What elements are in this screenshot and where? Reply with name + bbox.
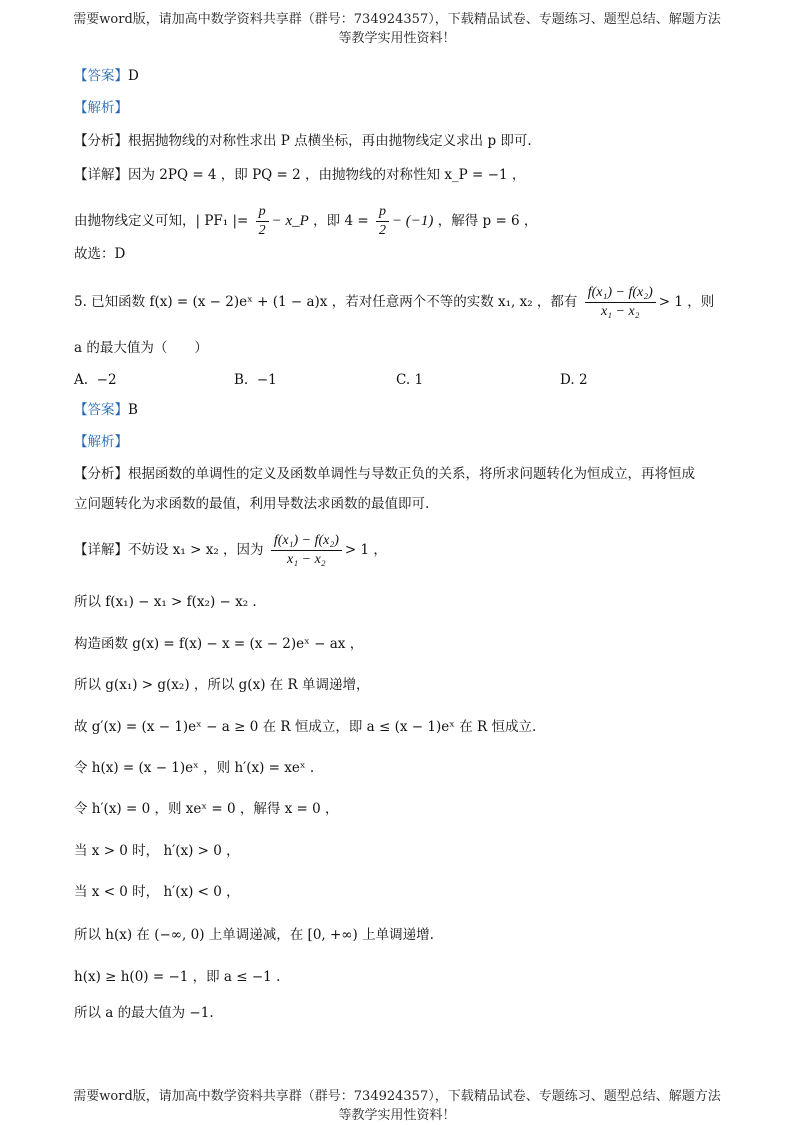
page-header bbox=[0, 10, 794, 48]
q4-definition-line bbox=[74, 201, 537, 241]
option-d: D. 2 bbox=[560, 372, 588, 388]
q5-analysis-line bbox=[74, 432, 128, 452]
footer-line-1: 需要word版，请加高中数学资料共享群（群号：734924357），下载精品试卷、专题练习、题型总结、解题方法 bbox=[73, 1089, 721, 1104]
q5-stem-post: > 1 ，则 bbox=[658, 294, 715, 310]
q4-answer-line bbox=[74, 66, 139, 86]
q5-fenxi-line-2: 立问题转化为求函数的最值，利用导数法求函数的最值即可. bbox=[74, 496, 430, 512]
q4-analysis-line bbox=[74, 98, 128, 118]
definition-tail-1: − x_P bbox=[271, 213, 309, 229]
q5-answer-line bbox=[74, 400, 138, 420]
answer-value: D bbox=[128, 68, 139, 84]
step-1: 所以 f(x₁) − x₁ > f(x₂) − x₂ . bbox=[74, 594, 257, 610]
q5-stem-pre: 5. 已知函数 f(x) = (x − 2)eˣ + (1 − a)x ，若对任意两个不等的实数 x₁, x₂ ，都有 bbox=[74, 294, 578, 310]
fenxi-text: 根据抛物线的对称性求出 P 点横坐标，再由抛物线定义求出 p 即可. bbox=[128, 133, 532, 149]
step-4: 故 g′(x) = (x − 1)eˣ − a ≥ 0 在 R 恒成立，即 a ≤ (x − 1)eˣ 在 R 恒成立. bbox=[74, 719, 537, 735]
detail-post: > 1 ， bbox=[344, 542, 387, 558]
detail-text: 因为 2PQ = 4 ，即 PQ = 2 ，由抛物线的对称性知 x_P = −1 ， bbox=[128, 167, 526, 183]
footer-line-2: 等教学实用性资料！ bbox=[338, 1108, 456, 1123]
q5-stem-line-2: a 的最大值为（ ） bbox=[74, 340, 208, 356]
q4-fenxi-line bbox=[74, 131, 532, 151]
definition-post: ，解得 p = 6 ， bbox=[437, 213, 538, 229]
step-10: h(x) ≥ h(0) = −1 ，即 a ≤ −1 . bbox=[74, 969, 281, 985]
q5-stem-fraction: $\frac{\text{f(x₁) − f(x₂)}}{\text{x₁ − x₂}}$ bbox=[585, 284, 656, 321]
definition-pre: 由抛物线定义可知，| PF₁ |= bbox=[74, 213, 249, 229]
header-line-2: 等教学实用性资料！ bbox=[338, 31, 456, 46]
option-a: A. −2 bbox=[74, 372, 117, 388]
fenxi-tag: 【分析】 bbox=[74, 466, 128, 482]
step-8: 当 x < 0 时， h′(x) < 0 ， bbox=[74, 884, 240, 900]
q4-choice-line: 故选：D bbox=[74, 246, 126, 262]
step-5: 令 h(x) = (x − 1)eˣ ，则 h′(x) = xeˣ . bbox=[74, 760, 315, 776]
analysis-tag: 【解析】 bbox=[74, 434, 128, 450]
answer-tag: 【答案】 bbox=[74, 402, 128, 418]
detail-pre: 不妨设 x₁ > x₂ ，因为 bbox=[128, 542, 264, 558]
step-6: 令 h′(x) = 0 ，则 xeˣ = 0 ，解得 x = 0 ， bbox=[74, 801, 339, 817]
step-2: 构造函数 g(x) = f(x) − x = (x − 2)eˣ − ax ， bbox=[74, 636, 364, 652]
step-11: 所以 a 的最大值为 −1. bbox=[74, 1005, 214, 1021]
fenxi-tag: 【分析】 bbox=[74, 133, 128, 149]
definition-tail-2: − (−1) bbox=[391, 213, 434, 229]
detail-tag: 【详解】 bbox=[74, 167, 128, 183]
answer-value: B bbox=[128, 402, 138, 418]
step-9: 所以 h(x) 在 (−∞, 0) 上单调递减，在 [0, +∞) 上单调递增. bbox=[74, 927, 434, 943]
q5-detail-line bbox=[74, 528, 387, 572]
detail-tag: 【详解】 bbox=[74, 542, 128, 558]
fenxi-text: 根据函数的单调性的定义及函数单调性与导数正负的关系，将所求问题转化为恒成立，再将恒成 bbox=[128, 466, 695, 482]
option-b: B. −1 bbox=[234, 372, 277, 388]
q5-stem-line bbox=[74, 280, 714, 324]
page-footer bbox=[0, 1087, 794, 1125]
fraction-p-over-2: $\frac{p}{2}$ bbox=[256, 203, 269, 240]
answer-tag: 【答案】 bbox=[74, 68, 128, 84]
definition-mid: ，即 4 = bbox=[313, 213, 369, 229]
q5-fenxi-line-1 bbox=[74, 464, 695, 484]
header-line-1: 需要word版，请加高中数学资料共享群（群号：734924357），下载精品试卷、专题练习、题型总结、解题方法 bbox=[73, 12, 721, 27]
detail-fraction: $\frac{\text{f(x₁) − f(x₂)}}{\text{x₁ − x₂}}$ bbox=[271, 532, 342, 569]
q4-detail-line bbox=[74, 165, 525, 185]
option-c: C. 1 bbox=[396, 372, 424, 388]
step-3: 所以 g(x₁) > g(x₂) ，所以 g(x) 在 R 单调递增， bbox=[74, 677, 370, 693]
fraction-p-over-2-b: $\frac{p}{2}$ bbox=[376, 203, 389, 240]
step-7: 当 x > 0 时， h′(x) > 0 ， bbox=[74, 843, 240, 859]
analysis-tag: 【解析】 bbox=[74, 100, 128, 116]
